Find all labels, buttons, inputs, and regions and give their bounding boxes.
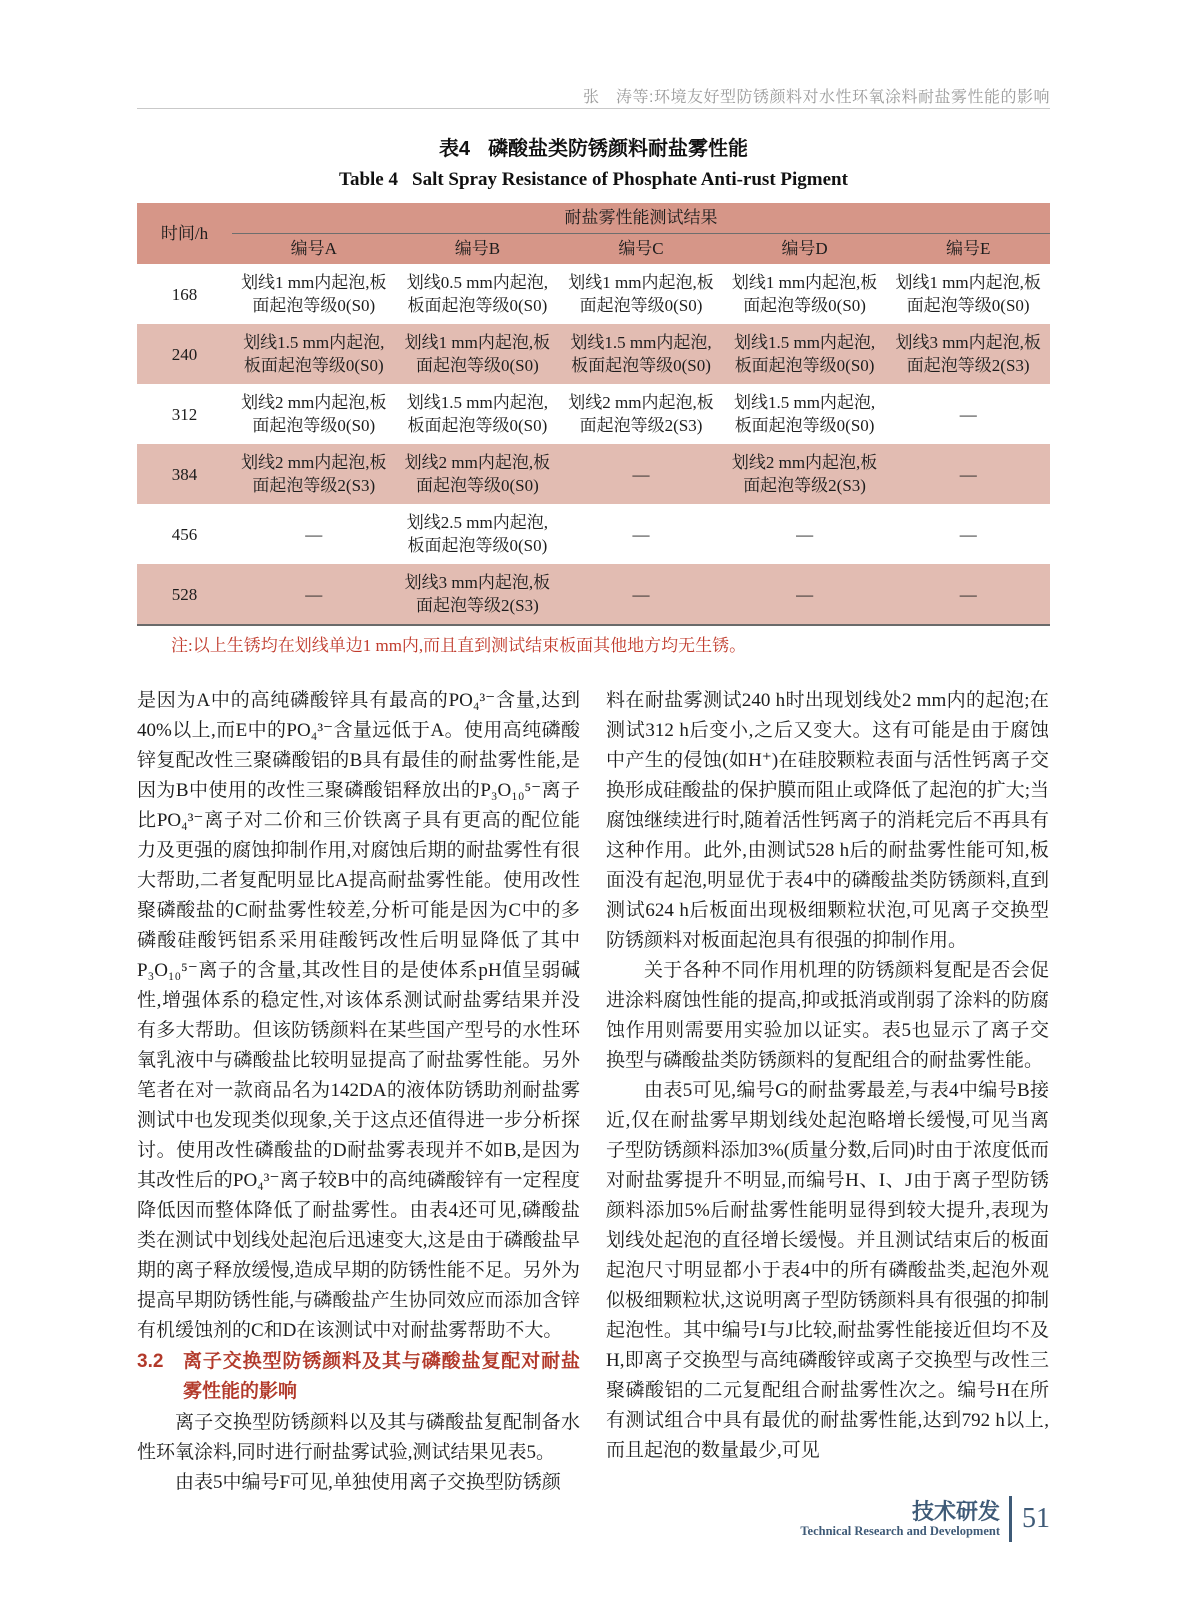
table-body	[137, 264, 1050, 625]
time-cell: 240	[171, 344, 198, 364]
table-caption-en-label: Table 4	[339, 169, 398, 190]
result-cell: —	[796, 584, 814, 604]
paragraph: 由表5可见,编号G的耐盐雾最差,与表4中编号B接近,仅在耐盐雾早期划线处起泡略增长缓慢,可见当离子型防锈颜料添加3%(质量分数,后同)时由于浓度低而对耐盐雾提升不明显,而编号H、I、J由于离子型防锈颜料添加5%后耐盐雾性能明显得到较大提升,表现为划线处起泡的直径增长缓慢。并且测试结束后的板面起泡尺寸明显都小于表4中的所有磷酸盐类,起泡外观似极细颗粒状,这说明离子型防锈颜料具有很强的抑制起泡性。其中编号I与J比较,耐盐雾性能接近但均不及H,即离子交换型与高纯磷酸锌或离子交换型与改性三聚磷酸铝的二元复配组合耐盐雾性次之。编号H在所有测试组合中具有最优的耐盐雾性能,达到792 h以上,而且起泡的数量最少,可见	[606, 1080, 1049, 1461]
result-cell: 划线0.5 mm内起泡,板面起泡等级0(S0)	[406, 273, 548, 315]
table-row	[137, 324, 1050, 384]
time-cell: 312	[171, 404, 198, 424]
col-group-header: 耐盐雾性能测试结果	[232, 203, 1050, 234]
result-cell: 划线1.5 mm内起泡,板面起泡等级0(S0)	[570, 333, 712, 375]
result-cell: 划线1 mm内起泡,板面起泡等级0(S0)	[895, 273, 1041, 315]
right-column	[606, 686, 1049, 1498]
result-cell: —	[959, 584, 977, 604]
content-area	[137, 126, 1050, 1498]
result-cell: —	[632, 584, 650, 604]
result-cell: 划线1 mm内起泡,板面起泡等级0(S0)	[241, 273, 387, 315]
table-caption-zh	[137, 132, 1050, 161]
result-cell: 划线2 mm内起泡,板面起泡等级0(S0)	[404, 453, 551, 495]
result-cell: 划线3 mm内起泡,板面起泡等级2(S3)	[404, 573, 551, 615]
result-cell: —	[305, 584, 323, 604]
salt-spray-table	[137, 203, 1050, 626]
page-number: 51	[1022, 1503, 1050, 1534]
result-cell: 划线1.5 mm内起泡,板面起泡等级0(S0)	[733, 333, 876, 375]
table-caption-zh-text: 磷酸盐类防锈颜料耐盐雾性能	[488, 138, 749, 160]
col-header: 编号E	[945, 239, 991, 258]
result-cell: 划线2 mm内起泡,板面起泡等级2(S3)	[241, 453, 387, 495]
page-footer	[800, 1496, 1050, 1542]
footer-divider	[1009, 1496, 1012, 1542]
table-caption-en	[137, 169, 1050, 191]
paragraph: 料在耐盐雾测试240 h时出现划线处2 mm内的起泡;在测试312 h后变小,之后又变大。这有可能是由于腐蚀中产生的侵蚀(如H⁺)在硅胶颗粒表面与活性钙离子交换形成硅酸盐的保护膜而阻止或降低了起泡的扩大;当腐蚀继续进行时,随着活性钙离子的消耗完后不再具有这种作用。此外,由测试528 h后的耐盐雾性能可知,板面没有起泡,明显优于表4中的磷酸盐类防锈颜料,直到测试624 h后板面出现极细颗粒状泡,可见离子交换型防锈颜料对板面起泡具有很强的抑制作用。	[606, 690, 1049, 951]
col-header: 编号B	[454, 239, 501, 258]
result-cell: —	[959, 464, 977, 484]
result-cell: —	[959, 404, 977, 424]
result-cell: —	[632, 464, 650, 484]
table-row	[137, 264, 1050, 324]
footer-section-zh: 技术研发	[911, 1498, 1000, 1524]
body-columns	[137, 686, 1050, 1498]
table-header	[137, 203, 1050, 264]
table-caption-zh-label: 表4	[438, 138, 471, 160]
result-cell: 划线1.5 mm内起泡,板面起泡等级0(S0)	[733, 393, 876, 435]
result-cell: 划线3 mm内起泡,板面起泡等级2(S3)	[895, 333, 1041, 375]
paragraph: 由表5中编号F可见,单独使用离子交换型防锈颜	[175, 1472, 561, 1493]
table-row	[137, 384, 1050, 444]
footer-section	[800, 1500, 1000, 1539]
paragraph: 离子交换型防锈颜料以及其与磷酸盐复配制备水性环氧涂料,同时进行耐盐雾试验,测试结果见表5。	[137, 1412, 580, 1463]
result-cell: 划线1 mm内起泡,板面起泡等级0(S0)	[731, 273, 878, 315]
col-header-time: 时间/h	[160, 223, 209, 243]
result-cell: 划线2 mm内起泡,板面起泡等级2(S3)	[731, 453, 878, 495]
section-title: 离子交换型防锈颜料及其与磷酸盐复配对耐盐雾性能的影响	[183, 1351, 580, 1402]
col-header: 编号A	[290, 239, 337, 258]
header-rule	[137, 108, 1050, 109]
result-cell: 划线1.5 mm内起泡,板面起泡等级0(S0)	[243, 333, 385, 375]
table-row	[137, 564, 1050, 625]
time-cell: 456	[171, 524, 198, 544]
col-header: 编号D	[781, 239, 828, 258]
result-cell: —	[796, 524, 814, 544]
result-cell: 划线1 mm内起泡,板面起泡等级0(S0)	[568, 273, 714, 315]
time-cell: 384	[171, 464, 198, 484]
time-cell: 528	[171, 584, 198, 604]
section-number: 3.2	[137, 1351, 164, 1372]
col-header: 编号C	[618, 239, 664, 258]
result-cell: 划线2 mm内起泡,板面起泡等级2(S3)	[568, 393, 714, 435]
time-cell: 168	[171, 284, 198, 304]
table-row	[137, 444, 1050, 504]
result-cell: —	[632, 524, 650, 544]
table-caption-en-text: Salt Spray Resistance of Phosphate Anti-rust Pigment	[412, 169, 848, 190]
result-cell: 划线1 mm内起泡,板面起泡等级0(S0)	[404, 333, 551, 375]
table-note: 注:以上生锈均在划线单边1 mm内,而且直到测试结束板面其他地方均无生锈。	[171, 636, 747, 655]
paragraph: 是因为A中的高纯磷酸锌具有最高的PO₄³⁻含量,达到40%以上,而E中的PO₄³⁻含量远低于A。使用高纯磷酸锌复配改性三聚磷酸铝的B具有最佳的耐盐雾性能,是因为B中使用的改性三聚磷酸铝释放出的P₃O₁₀⁵⁻离子比PO₄³⁻离子对二价和三价铁离子具有更高的配位能力及更强的腐蚀抑制作用,对腐蚀后期的耐盐雾性有很大帮助,二者复配明显比A提高耐盐雾性能。使用改性聚磷酸盐的C耐盐雾性较差,分析可能是因为C中的多磷酸硅酸钙铝系采用硅酸钙改性后明显降低了其中P₃O₁₀⁵⁻离子的含量,其改性目的是使体系pH值呈弱碱性,增强体系的稳定性,对该体系测试耐盐雾结果并没有多大帮助。但该防锈颜料在某些国产型号的水性环氧乳液中与磷酸盐比较明显提高了耐盐雾性能。另外笔者在对一款商品名为142DA的液体防锈助剂耐盐雾测试中也发现类似现象,关于这点还值得进一步分析探讨。使用改性磷酸盐的D耐盐雾表现并不如B,是因为其改性后的PO₄³⁻离子较B中的高纯磷酸锌有一定程度降低因而整体降低了耐盐雾性。由表4还可见,磷酸盐类在测试中划线处起泡后迅速变大,这是由于磷酸盐早期的离子释放缓慢,造成早期的防锈性能不足。另外为提高早期防锈性能,与磷酸盐产生协同效应而添加含锌有机缓蚀剂的C和D在该测试中对耐盐雾帮助不大。	[137, 690, 580, 1341]
result-cell: 划线2.5 mm内起泡,板面起泡等级0(S0)	[406, 513, 548, 555]
paragraph: 关于各种不同作用机理的防锈颜料复配是否会促进涂料腐蚀性能的提高,抑或抵消或削弱了涂料的防腐蚀作用则需要用实验加以证实。表5也显示了离子交换型与磷酸盐类防锈颜料的复配组合的耐盐雾性能。	[606, 960, 1049, 1071]
result-cell: —	[305, 524, 323, 544]
running-head: 张 涛等:环境友好型防锈颜料对水性环氧涂料耐盐雾性能的影响	[583, 89, 1050, 106]
section-heading	[137, 1347, 580, 1407]
result-cell: 划线1.5 mm内起泡,板面起泡等级0(S0)	[406, 393, 548, 435]
footer-section-en: Technical Research and Development	[800, 1523, 1000, 1538]
column-headers-row	[137, 234, 1050, 265]
table-row	[137, 504, 1050, 564]
result-cell: 划线2 mm内起泡,板面起泡等级0(S0)	[241, 393, 387, 435]
result-cell: —	[959, 524, 977, 544]
left-column	[137, 686, 580, 1498]
